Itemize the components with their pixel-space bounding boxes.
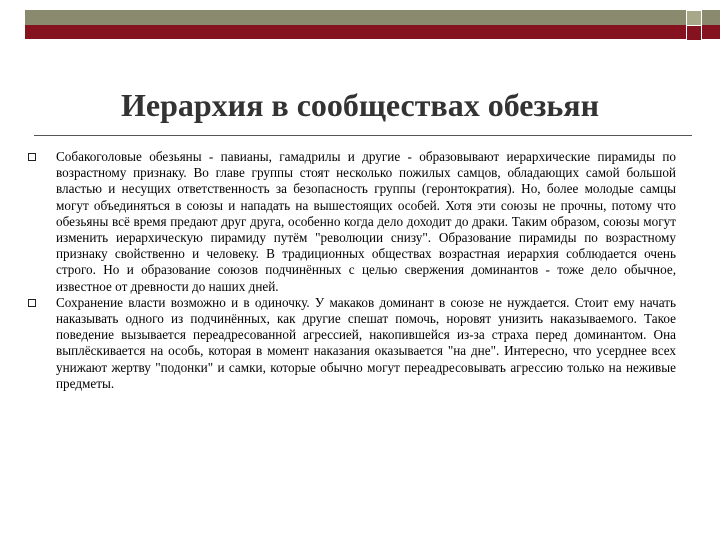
bullet-item: [26, 149, 676, 295]
slide-title: Иерархия в сообществах обезьян: [120, 87, 600, 123]
decorative-header-bar: [0, 10, 720, 42]
bullet-list: [26, 149, 676, 392]
header-red-square: [686, 25, 702, 41]
header-bar-olive-stripe: [25, 10, 720, 25]
bullet-text: Собакоголовые обезьяны - павианы, гамадрилы и другие - образовывают иерархические пирамиды по возрастному признаку. Во главе группы стоят несколько пожилых самцов, обладающих самой большой властью и несущих ответственность за безопасность группы (геронтократия). Но, более молодые самцы могут объединяться в союзы и нападать на вышестоящих особей. Хотя эти союзы не прочны, потому что обезьяны всё время предают друг друга, особенно когда дело доходит до драки. Таким образом, союзы могут изменить иерархическую пирамиду путём "революции снизу". Образование пирамиды по возрастному признаку свойственно и человеку. В традиционных обществах возрастная иерархия соблюдается очень строго. Но и образование союзов подчинённых с целью свержения доминантов - тоже дело обычное, известное от древности до наших дней.: [56, 149, 676, 294]
hollow-square-icon: [28, 299, 36, 307]
title-divider: [34, 135, 692, 136]
header-bar-red-stripe: [25, 25, 720, 39]
hollow-square-icon: [28, 153, 36, 161]
bullet-text: Сохранение власти возможно и в одиночку. У макаков доминант в союзе не нуждается. Стоит ему начать наказывать одного из подчинённых, как другие спешат помочь, норовят унизить наказываемого. Такое поведение вызывается переадресованной агрессией, накопившейся из-за страха перед доминантом. Она выплёскивается на особь, которая в момент наказания оказывается "на дне". Интересно, что усерднее всех унижают жертву "подонки" и самки, которые обычно могут переадресовывать агрессию только на неживые предметы.: [56, 294, 676, 391]
bullet-item: [26, 295, 676, 392]
